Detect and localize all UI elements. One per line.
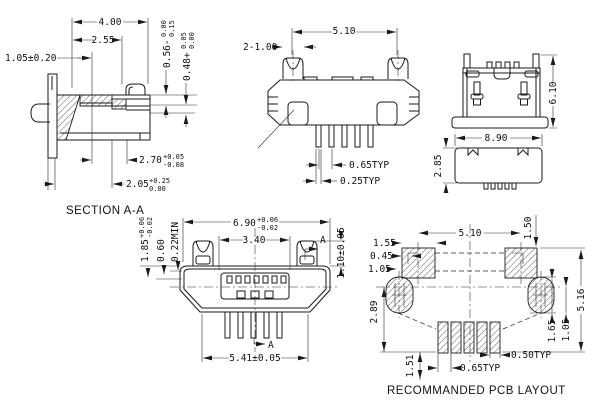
dim-depth-label: 2.85 <box>433 154 444 178</box>
dim-048-tol-bot: 0.00 <box>188 32 196 49</box>
dim-165-label: 1.65 <box>547 319 558 343</box>
dim-205-value: 2.05 <box>126 179 149 190</box>
dim-056-value: 0.56- <box>162 39 173 68</box>
section-caption: SECTION A-A <box>66 205 145 217</box>
dim-latch-depth-value: 1.85 <box>140 239 151 262</box>
pcb-caption: RECOMMANDED PCB LAYOUT <box>387 385 566 397</box>
dim-289-label: 2.89 <box>369 300 380 324</box>
dim-060-label: 0.60 <box>156 239 167 262</box>
dim-056-tol-bot: 0.15 <box>168 20 176 37</box>
dim-tongue-label: 3.40 <box>242 235 266 246</box>
dim-105-right-label: 1.05 <box>561 318 572 342</box>
dim-plug-label: 1.05±0.20 <box>5 53 57 64</box>
dim-205-tol-bot: 0.00 <box>149 185 166 193</box>
dim-width-tol-bot: -0.02 <box>257 224 279 232</box>
dim-151-label: 1.51 <box>405 354 416 378</box>
dim-pad-span-label: 5.10 <box>458 228 482 239</box>
dim-pad-width-label: 0.50TYP <box>511 350 552 361</box>
dim-latch-depth-tol-top: +0.06 <box>138 216 146 238</box>
dim-inner-width-label: 2.55 <box>91 35 115 46</box>
dim-width-value: 6.90 <box>233 218 256 229</box>
section-marker-bottom: A <box>268 340 274 351</box>
dim-048-tol-top: 0.05 <box>180 32 188 49</box>
dim-pitch-label: 0.65TYP <box>349 160 390 171</box>
dim-270-value: 2.70 <box>139 155 162 166</box>
dim-width-label: 8.90 <box>484 133 508 144</box>
dim-pin-width-label: 0.25TYP <box>340 176 381 187</box>
dim-latch-height-label: 1.10±0.05 <box>336 227 347 279</box>
dim-width-label: 5.10 <box>332 26 356 37</box>
dim-holes-label: 2-1.00 <box>243 42 278 53</box>
dim-205-tol-top: +0.25 <box>149 177 171 185</box>
dim-056-tol-top: 0.00 <box>160 20 168 37</box>
dim-022-label: 0.22MIN <box>170 221 181 262</box>
pad-top-left <box>402 248 435 278</box>
dim-latch-depth-tol-bot: -0.02 <box>146 216 154 238</box>
dim-height-label: 5.16 <box>576 288 587 312</box>
dim-048-value: 0.48+ <box>182 52 193 81</box>
dim-height-label: 6.10 <box>548 81 559 105</box>
dim-155-label: 1.55 <box>373 238 396 249</box>
dim-width-label: 4.00 <box>98 17 122 28</box>
dim-150-label: 1.50 <box>523 216 534 240</box>
dim-045-label: 0.45 <box>370 251 393 262</box>
dim-105-left-label: 1.05 <box>368 264 391 275</box>
pin-pads <box>438 322 500 353</box>
dim-270-tol-bot: -0.08 <box>163 161 185 169</box>
insulator-hatch <box>80 95 112 106</box>
dim-pitch-label: 0.65TYP <box>460 363 501 374</box>
contact-hatch <box>112 99 126 109</box>
dim-pin-span-label: 5.41±0.05 <box>229 353 281 364</box>
section-marker-top: A <box>320 235 326 246</box>
dim-270-tol-top: +0.05 <box>163 153 185 161</box>
dim-width-tol-top: +0.06 <box>257 216 279 224</box>
